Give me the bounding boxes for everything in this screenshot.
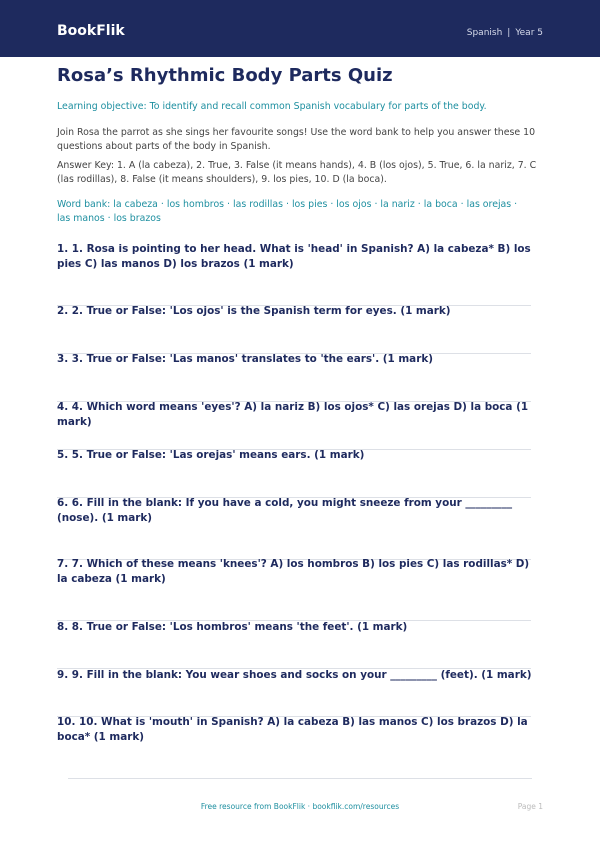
question-4: 4. 4. Which word means 'eyes'? A) la nariz B) los ojos* C) las orejas D) la boca (1 mark) [57,401,529,428]
subject-label: Spanish [466,28,503,38]
word-bank: Word bank: la cabeza · los hombros · las rodillas · los pies · los ojos · la nariz · la boca · las orejas · las manos · los brazos [57,199,518,224]
question-9: 9. 9. Fill in the blank: You wear shoes and socks on your _________ (feet). (1 mark) [57,669,532,681]
question-2: 2. 2. True or False: 'Los ojos' is the Spanish term for eyes. (1 mark) [57,305,451,317]
answer-key: Answer Key: 1. A (la cabeza), 2. True, 3. False (it means hands), 4. B (los ojos), 5. True, 6. la nariz, 7. C (las rodillas), 8. False (it means shoulders), 9. los pies, 10. D (la boca). [57,160,537,185]
page-number: Page 1 [517,802,543,811]
question-7: 7. 7. Which of these means 'knees'? A) los hombros B) los pies C) las rodillas* D) la cabeza (1 mark) [57,558,530,585]
intro-text: Join Rosa the parrot as she sings her favourite songs! Use the word bank to help you answer these 10 questions about parts of the body in Spanish. [57,127,536,152]
subject-year-label [467,28,543,38]
question-1: 1. 1. Rosa is pointing to her head. What is 'head' in Spanish? A) la cabeza* B) los pies C) las manos D) los brazos (1 mark) [57,243,531,270]
question-8: 8. 8. True or False: 'Los hombros' means 'the feet'. (1 mark) [57,621,408,633]
question-6: 6. 6. Fill in the blank: If you have a cold, you might sneeze from your _________ (nose). (1 mark) [57,497,513,524]
question-5: 5. 5. True or False: 'Las orejas' means ears. (1 mark) [57,449,365,461]
footer-credit[interactable]: Free resource from BookFlik · bookflik.com/resources [200,802,400,811]
question-10: 10. 10. What is 'mouth' in Spanish? A) la cabeza B) las manos C) los brazos D) la boca* (1 mark) [57,716,528,743]
question-3: 3. 3. True or False: 'Las manos' translates to 'the ears'. (1 mark) [57,353,433,365]
footer-divider [68,778,532,779]
learning-objective: Learning objective: To identify and recall common Spanish vocabulary for parts of the body. [57,101,487,112]
brand-logo[interactable]: BookFlik [57,23,125,39]
header-separator: | [507,28,511,38]
page-title: Rosa’s Rhythmic Body Parts Quiz [57,65,393,86]
page-header [0,0,600,57]
year-label: Year 5 [515,28,543,38]
